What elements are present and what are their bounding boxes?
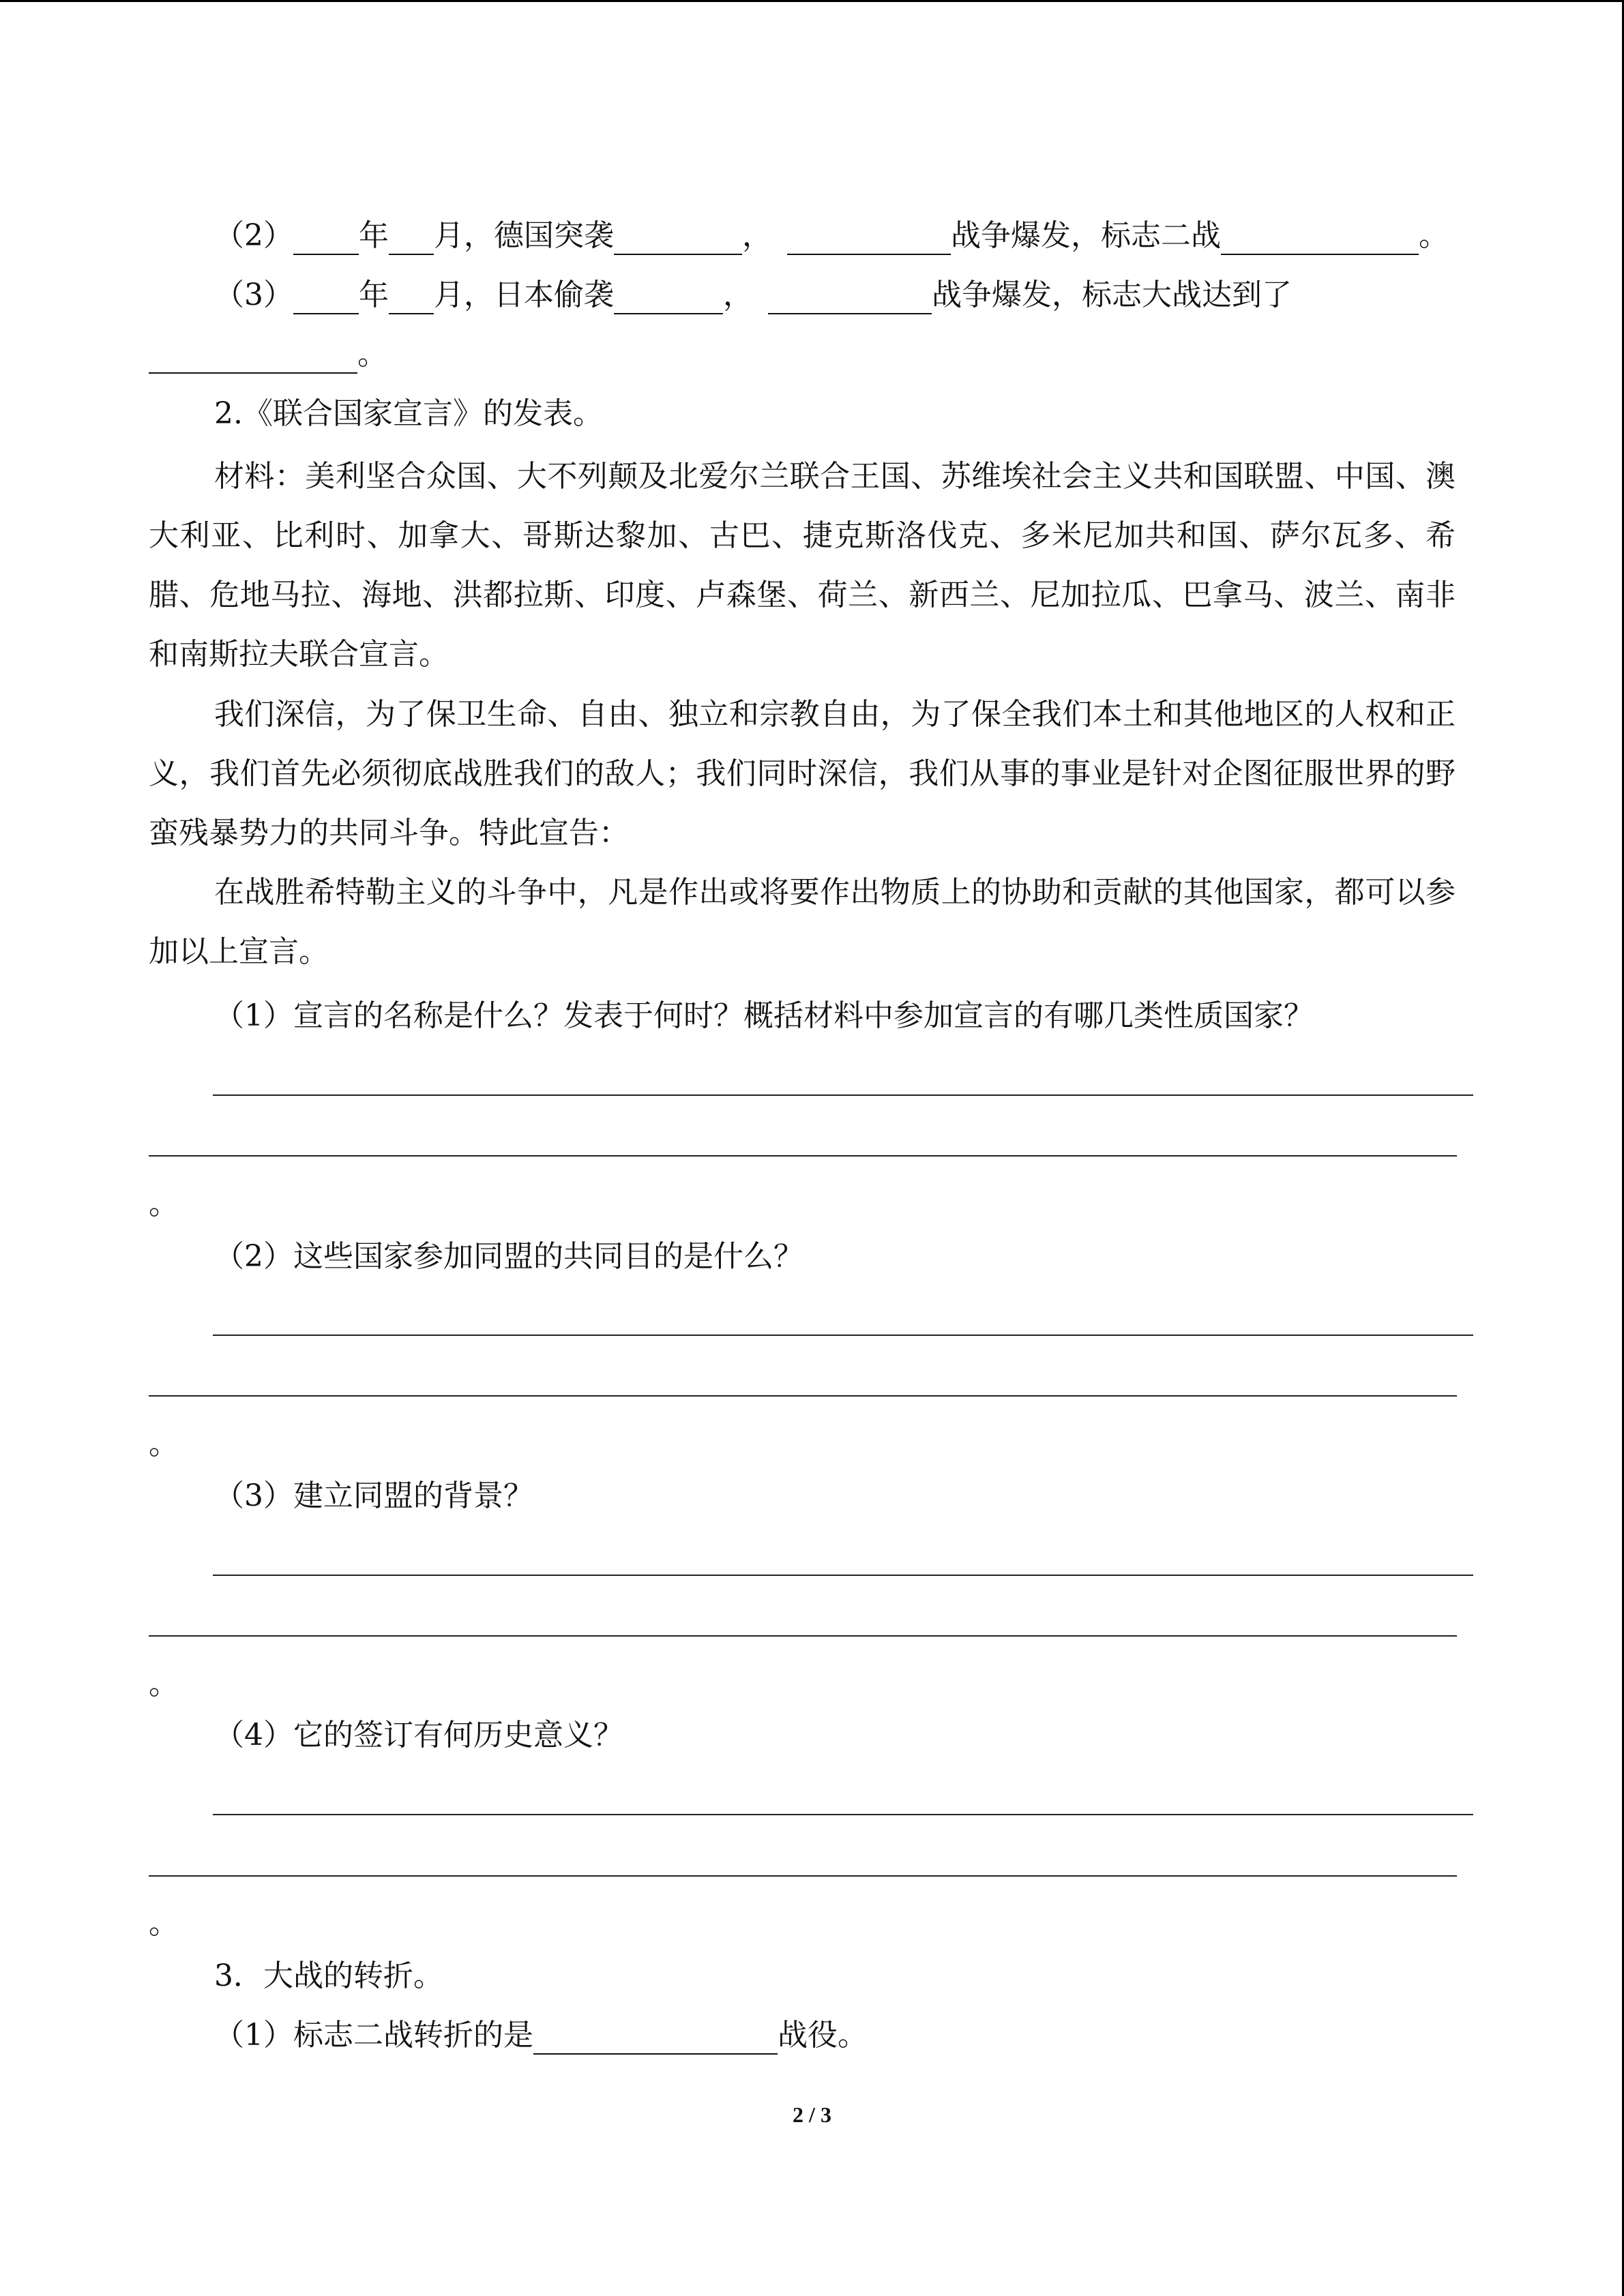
item-text: 战争爆发，标志二战 [951,218,1221,253]
blank-target[interactable] [614,280,723,314]
page-number: 2 / 3 [793,2102,831,2127]
page-top-border [0,0,1624,2]
answer-line[interactable] [149,1875,1457,1877]
item-text: ， [742,218,772,253]
question-1: （1）宣言的名称是什么？发表于何时？概括材料中参加宣言的有哪几类性质国家？ [214,998,1314,1033]
fill-in-item-2 [214,217,1449,255]
section-2-title: 2.《联合国家宣言》的发表。 [214,396,603,431]
answer-end-mark: 。 [149,1427,179,1461]
item-text: 年 [359,218,389,253]
blank-war[interactable] [787,221,951,255]
item-text: 。 [357,337,387,372]
answer-line[interactable] [213,1335,1473,1336]
answer-line[interactable] [213,1575,1473,1576]
answer-line[interactable] [213,1814,1473,1815]
answer-line[interactable] [149,1155,1457,1157]
item-text: ， [723,278,753,312]
blank-year[interactable] [293,280,359,314]
fill-in-item-3-continued [149,336,387,374]
item-number: （3） [214,278,293,312]
blank-month[interactable] [389,221,434,255]
fill-in-item-3 [214,276,1292,314]
item-text: （1）标志二战转折的是 [214,2018,533,2053]
item-text: 战役。 [778,2018,868,2053]
section-3-item-1 [214,2016,868,2055]
answer-line[interactable] [149,1635,1457,1637]
item-text: 年 [359,278,389,312]
material-paragraph-1: 材料：美利坚合众国、大不列颠及北爱尔兰联合王国、苏维埃社会主义共和国联盟、中国、澳大利亚、比利时、加拿大、哥斯达黎加、古巴、捷克斯洛伐克、多米尼加共和国、萨尔瓦多、希腊、危地马拉、海地、洪都拉斯、印度、卢森堡、荷兰、新西兰、尼加拉瓜、巴拿马、波兰、南非和南斯拉夫联合宣言。 [149,459,1456,672]
question-3: （3）建立同盟的背景？ [214,1478,533,1513]
blank-significance[interactable] [1221,221,1419,255]
blank-war[interactable] [768,280,932,314]
item-text: 月，德国突袭 [434,218,614,253]
answer-end-mark: 。 [149,1187,179,1221]
question-4: （4）它的签订有何历史意义？ [214,1718,623,1753]
answer-end-mark: 。 [149,1667,179,1701]
item-text: 。 [1419,218,1449,253]
question-2: （2）这些国家参加同盟的共同目的是什么？ [214,1239,803,1274]
item-text: 战争爆发，标志大战达到了 [932,278,1292,312]
item-number: （2） [214,218,293,253]
blank-target[interactable] [614,221,742,255]
material-paragraph-2: 我们深信，为了保卫生命、自由、独立和宗教自由，为了保全我们本土和其他地区的人权和正义，我们首先必须彻底战胜我们的敌人；我们同时深信，我们从事的事业是针对企图征服世界的野蛮残暴势力的共同斗争。特此宣告： [149,697,1456,850]
blank-battle[interactable] [533,2021,778,2055]
answer-line[interactable] [213,1094,1473,1096]
answer-line[interactable] [149,1395,1457,1397]
answer-end-mark: 。 [149,1906,179,1941]
blank-year[interactable] [293,221,359,255]
item-text: 月，日本偷袭 [434,278,614,312]
blank-significance[interactable] [149,340,357,374]
material-paragraph-3: 在战胜希特勒主义的斗争中，凡是作出或将要作出物质上的协助和贡献的其他国家，都可以参加以上宣言。 [149,875,1456,969]
section-3-title: 3．大战的转折。 [214,1958,443,1993]
blank-month[interactable] [389,280,434,314]
